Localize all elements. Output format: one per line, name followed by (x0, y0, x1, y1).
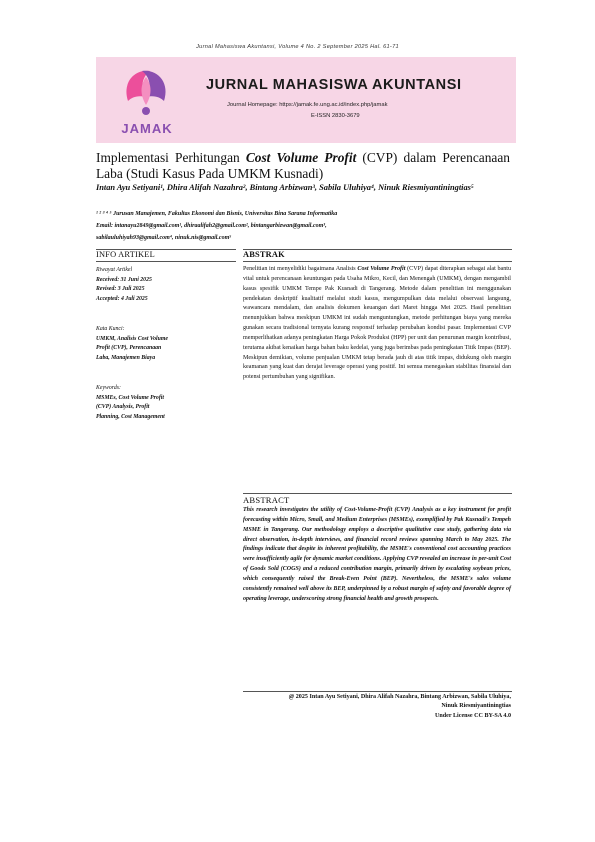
affiliation-block (96, 208, 514, 244)
keywords-line: Planning, Cost Management (96, 413, 165, 420)
divider-abstract-top (243, 493, 512, 494)
keywords-label: Keywords: (96, 385, 121, 391)
journal-name: JURNAL MAHASISWA AKUNTANSI (206, 77, 462, 93)
article-history (96, 266, 236, 304)
author-list: Intan Ayu Setiyani¹, Dhira Alifah Nazahra², Bintang Arbizwan³, Sabila Uluhiya⁴, Ninuk Riesmiyantiningtias⁵ (96, 183, 474, 192)
revised-date: Revised: 3 Juli 2025 (96, 286, 145, 293)
license-statement: Under License CC BY-SA 4.0 (434, 712, 511, 719)
title-suffix: (CVP) dalam Perencanaan Laba (Studi Kasus Pada UMKM Kusnadi) (96, 150, 510, 181)
info-artikel-heading: INFO ARTIKEL (96, 250, 155, 259)
journal-banner (96, 57, 516, 143)
email-line-2: sabilauluhiyah93@gmail.com⁴, ninuk.nis@gmail.com⁵ (96, 235, 232, 241)
journal-homepage-link[interactable]: Journal Homepage: https://jamak.fe.ung.ac.id/index.php/jamak (227, 102, 388, 108)
abstract-text: This research investigates the utility of Cost-Volume-Profit (CVP) Analysis as a key instrument for profit forecasting within Micro, Small, and Medium Enterprises (MSMEs), exemplified by Pak Kusnadi's Tempeh MSME in Tangerang. Our methodology employs a descriptive qualitative case study, gathering data via direct observation, in-depth interviews, and financial record reviews spanning March to May 2025. The findings indicate that despite its inherent profitability, the MSME's conventional cost accounting practices were insufficiently agile for dynamic market conditions. Applying CVP revealed an increase in per-unit Cost of Goods Sold (COGS) and a reduced contribution margin, primarily driven by escalating soybean prices, which consequently raised the Break-Even Point (BEP). Nevertheless, the MSME's sales volume consistently remained well above its BEP, underpinned by a robust margin of safety and favorable degree of operating leverage, underscoring strong financial health and growth prospects. (243, 507, 511, 602)
kata-kunci-line: UMKM, Analisis Cost Volume (96, 335, 168, 342)
abstrak-text-emphasis: Cost Volume Profit (357, 266, 406, 272)
accepted-date: Accepted: 4 Juli 2025 (96, 295, 148, 302)
abstrak-text-rest: (CVP) dapat diterapkan sebagai alat bantu vital untuk perencanaan keuntungan pada Usaha Mikro, Kecil, dan Menengah (UMKM), dengan mengambil kasus spesifik UMKM Tempe Pak Kusnadi di Tangerang. Metode dalam penelitian ini menggunakan pendekatan deskriptif kualitatif melalui studi kasus, mengumpulkan data melalui observasi langsung, wawancara mendalam, dan analisis dokumen keuangan dari Maret hingga Mei 2025. Hasil penelitian menunjukkan bahwa meskipun UMKM ini sudah menguntungkan, metode perhitungan biaya yang mereka gunakan secara tradisional ternyata kurang responsif terhadap perubahan kondisi pasar. Implementasi CVP memperlihatkan adanya peningkatan Harga Pokok Produksi (HPP) per unit dan penurunan margin kontribusi, terutama akibat kenaikan harga bahan baku kedelai, yang juga berimbas pada peningkatan Titik Impas (BEP). Meskipun demikian, volume penjualan UMKM tetap berada jauh di atas titik impas, didukung oleh margin keamanan yang kuat dan derajat leverage operasi yang positif. Ini semua menegaskan stabilitas finansial dan potensi pertumbuhan yang signifikan. (243, 266, 511, 381)
divider-license (243, 691, 512, 692)
keywords-line: MSMEs, Cost Volume Profit (96, 394, 164, 401)
kata-kunci-line: Profit (CVP), Perencanaan (96, 345, 162, 352)
jamak-logo-icon (120, 65, 172, 121)
abstrak-heading: ABSTRAK (243, 250, 285, 259)
journal-issn: E-ISSN 2830-3679 (311, 113, 360, 119)
email-line-1: Email: intanayu2849@gmail.com¹, dhiraalifah2@gmail.com², bintangarbizwan@gmail.com³, (96, 223, 327, 229)
kata-kunci-block (96, 325, 236, 363)
keywords-line: (CVP) Analysis, Profit (96, 404, 150, 411)
abstrak-text (243, 265, 511, 383)
abstrak-text-start: Penelitian ini menyelidiki bagaimana Analisis (243, 266, 358, 272)
history-label: Riwayat Artikel (96, 267, 133, 273)
running-head: Jurnal Mahasiswa Akuntansi, Volume 4 No. 2 September 2025 Hal. 61-71 (196, 44, 399, 50)
title-emphasis: Cost Volume Profit (245, 150, 357, 165)
received-date: Received: 31 Juni 2025 (96, 276, 152, 283)
kata-kunci-label: Kata Kunci: (96, 326, 125, 332)
copyright-line-2: Ninuk Riesmiyantiningtias (441, 703, 511, 710)
paper-title (96, 150, 510, 182)
kata-kunci-line: Laba, Manajemen Biaya (96, 354, 156, 361)
title-prefix: Implementasi Perhitungan (96, 150, 246, 165)
divider-right-sub (243, 261, 512, 262)
license-block (191, 693, 511, 721)
copyright-line: @ 2025 Intan Ayu Setiyani, Dhira Alifah Nazahra, Bintang Arbizwan, Sabila Uluhiya, (288, 694, 511, 700)
abstract-heading: ABSTRACT (243, 495, 290, 505)
divider-left-sub (96, 261, 236, 262)
logo-text: JAMAK (121, 121, 173, 136)
affiliation: ¹ ² ³ ⁴ ⁵ Jurusan Manajemen, Fakultas Ekonomi dan Bisnis, Universitas Bina Sarana Informatika (96, 211, 338, 217)
keywords-block (96, 384, 236, 422)
